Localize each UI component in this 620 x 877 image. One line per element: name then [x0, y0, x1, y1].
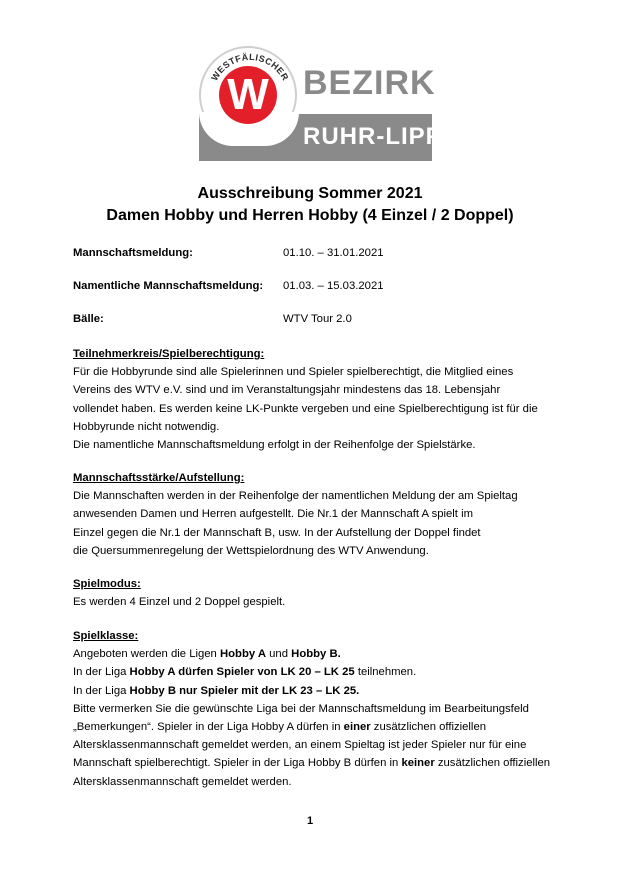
- text-run: In der Liga: [73, 684, 130, 697]
- paragraph-line: Altersklassenmannschaft gemeldet werden, an einem Spieltag ist jeder Spieler nur für eine: [73, 739, 527, 752]
- paragraph-line: Die namentliche Mannschaftsmeldung erfolgt in der Reihenfolge der Spielstärke.: [73, 439, 476, 452]
- section-heading: Spielmodus:: [73, 578, 141, 590]
- info-label-namentliche: Namentliche Mannschaftsmeldung:: [73, 280, 264, 292]
- page-number: 1: [306, 815, 314, 827]
- paragraph-line: [73, 718, 553, 736]
- paragraph-line: [73, 663, 553, 681]
- paragraph-line: [73, 682, 553, 700]
- paragraph-line: Bitte vermerken Sie die gewünschte Liga bei der Mannschaftsmeldung im Bearbeitungsfeld: [73, 702, 529, 715]
- text-run: und: [266, 648, 292, 661]
- wtv-logo-icon: [219, 66, 277, 124]
- paragraph-line: Einzel gegen die Nr.1 der Mannschaft B, usw. In der Aufstellung der Doppel findet: [73, 526, 481, 539]
- paragraph-line: Altersklassenmannschaft gemeldet werden.: [73, 775, 292, 788]
- bold-run: Hobby A dürfen Spieler von LK 20 – LK 25: [129, 666, 355, 679]
- bold-run: Hobby B.: [291, 648, 341, 661]
- section-heading: Teilnehmerkreis/Spielberechtigung:: [73, 348, 265, 360]
- info-label-baelle: Bälle:: [73, 313, 104, 325]
- bold-run: Hobby A: [219, 648, 267, 661]
- section-mannschaftsstaerke: [73, 469, 553, 560]
- section-heading: Mannschaftsstärke/Aufstellung:: [73, 472, 245, 484]
- paragraph-line: Es werden 4 Einzel und 2 Doppel gespielt.: [73, 596, 286, 609]
- paragraph-line: Für die Hobbyrunde sind alle Spielerinnen und Spieler spielberechtigt, die Mitglied eines: [73, 366, 514, 379]
- info-value-mannschaftsmeldung: 01.10. – 31.01.2021: [283, 247, 384, 259]
- paragraph-line: [73, 754, 553, 772]
- text-run: Angeboten werden die Ligen: [73, 648, 220, 661]
- page-subtitle: Damen Hobby und Herren Hobby (4 Einzel / 2 Doppel): [106, 207, 514, 224]
- bezirk-label: BEZIRK: [303, 64, 436, 102]
- info-value-namentliche: 01.03. – 15.03.2021: [283, 280, 384, 292]
- text-run: teilnehmen.: [354, 666, 417, 679]
- info-label-mannschaftsmeldung: Mannschaftsmeldung:: [73, 247, 193, 259]
- text-run: zusätzlichen offiziellen: [434, 757, 551, 770]
- section-teilnehmerkreis: [73, 345, 553, 454]
- text-run: zusätzlichen offiziellen: [370, 721, 487, 734]
- bold-run: einer: [343, 721, 371, 734]
- page-title: Ausschreibung Sommer 2021: [197, 185, 423, 202]
- section-spielklasse: [73, 627, 553, 791]
- paragraph-line: Die Mannschaften werden in der Reihenfolge der namentlichen Meldung der am Spieltag: [73, 490, 518, 503]
- paragraph-line: die Quersummenregelung der Wettspielordnung des WTV Anwendung.: [73, 544, 429, 557]
- section-spielmodus: [73, 575, 553, 611]
- bold-run: Hobby B nur Spieler mit der LK 23 – LK 25.: [129, 684, 360, 697]
- paragraph-line: Hobbyrunde nicht notwendig.: [73, 420, 220, 433]
- bold-run: keiner: [401, 757, 435, 770]
- ruhr-lippe-label: RUHR-LIPPE: [303, 123, 460, 150]
- paragraph-line: anwesenden Damen und Herren aufgestellt. Die Nr.1 der Mannschaft A spielt im: [73, 508, 474, 521]
- text-run: „Bemerkungen“. Spieler in der Liga Hobby A dürfen in: [73, 721, 344, 734]
- section-heading: Spielklasse:: [73, 630, 139, 642]
- paragraph-line: vollendet haben. Es werden keine LK-Punkte vergeben und eine Spielberechtigung ist für die: [73, 402, 538, 415]
- text-run: In der Liga: [73, 666, 130, 679]
- paragraph-line: [73, 645, 553, 663]
- logo-letter: W: [227, 70, 269, 119]
- info-value-baelle: WTV Tour 2.0: [283, 313, 352, 325]
- logo-ring-top: WESTFÄLISCHER: [209, 51, 291, 83]
- text-run: Mannschaft spielberechtigt. Spieler in der Liga Hobby B dürfen in: [73, 757, 402, 770]
- paragraph-line: Vereins des WTV e.V. sind und im Veranstaltungsjahr mindestens das 18. Lebensjahr: [73, 384, 501, 397]
